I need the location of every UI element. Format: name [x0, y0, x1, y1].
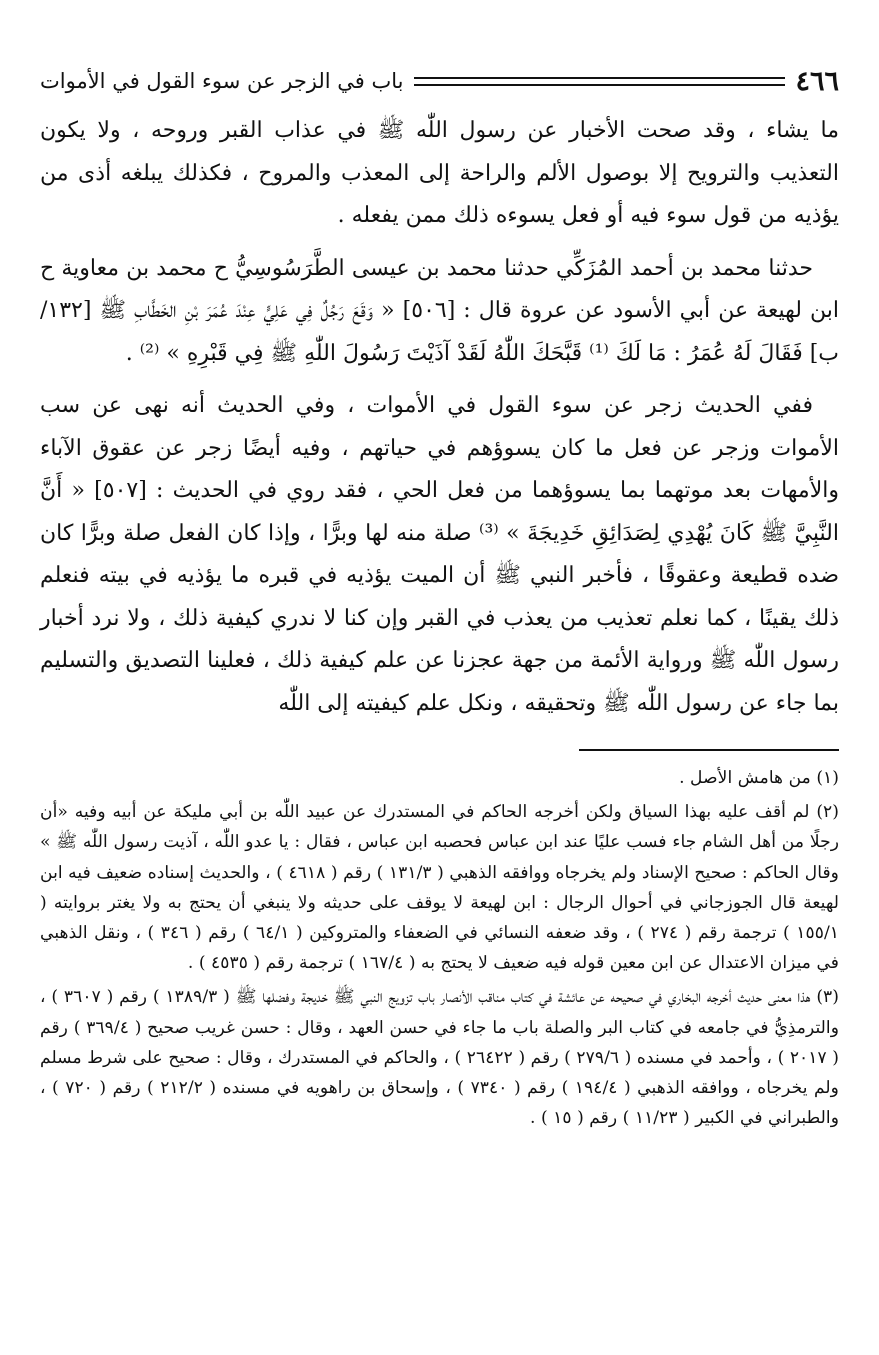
footnote: (٢) لم أقف عليه بهذا السياق ولكن أخرجه الحاكم في المستدرك عن عبيد اللّٰه بن أبي مليكة عن أبيه وفيه «أن رجلًا من أهل الشام جاء فسب عليًا عند ابن عباس فحصبه ابن عباس ، فقال : يا عدو اللّٰه ، آذيت رسول اللّٰه ﷺ » وقال الحاكم : صحيح الإسناد ولم يخرجاه ووافقه الذهبي ( ١٣١/٣ ) رقم ( ٤٦١٨ ) ، والحديث إسناده ضعيف فيه ابن لهيعة قال الجوزجاني في أحوال الرجال : ابن لهيعة لا يوقف على حديثه ولا ينبغي أن يحتج به ولا يغتر بروايته ( ١٥٥/١ ) ترجمة رقم ( ٢٧٤ ) ، وقد ضعفه النسائي في الضعفاء والمتروكين ( ٦٤/١ ) رقم ( ٣٤٦ ) ، ونقل الذهبي في ميزان الاعتدال عن ابن معين قوله فيه ضعيف لا يحتج به ( ١٦٧/٤ ) ترجمة رقم ( ٤٥٣٥ ) .	[40, 802, 839, 974]
footnote: (١) من هامش الأصل .	[679, 768, 839, 788]
footnotes	[40, 763, 839, 1133]
page-number: ٤٦٦	[795, 65, 839, 97]
footnote-separator	[579, 749, 839, 751]
page-header	[40, 62, 839, 100]
main-text	[40, 110, 839, 725]
paragraph: ما يشاء ، وقد صحت الأخبار عن رسول اللّٰه ﷺ في عذاب القبر وروحه ، ولا يكون التعذيب والترويح إلا بوصول الألم والراحة إلى المعذب والمروح ، فكذلك يبلغه أذى من يؤذيه من قول سوء فيه أو فعل يسوءه ذلك ممن يفعله .	[40, 118, 839, 228]
paragraph: ففي الحديث زجر عن سوء القول في الأموات ، وفي الحديث أنه نهى عن سب الأموات وزجر عن فعل ما كان يسوؤهم في حياتهم ، وفيه أيضًا زجر عن عقوق الآباء والأمهات بعد موتهما بما يسوؤهما من فعل الحي ، فقد روي في الحديث : [٥٠٧] « أَنَّ النَّبِيَّ ﷺ كَانَ يُهْدِي لِصَدَائِقِ خَدِيجَةَ » ⁽³⁾ صلة منه لها وبرًّا ، وإذا كان الفعل صلة وبرًّا كان ضده قطيعة وعقوقًا ، فأخبر النبي ﷺ أن الميت يؤذيه في قبره ما يؤذيه في بيته فنعلم ذلك يقينًا ، كما نعلم تعذيب من يعذب في القبر وإن كنا لا ندري كيفية ذلك ، ولا نرد أخبار رسول اللّٰه ﷺ ورواية الأئمة من جهة عجزنا عن علم كيفية ذلك ، فعلينا التصديق والتسليم بما جاء عن رسول اللّٰه ﷺ وتحقيقه ، ونكل علم كيفيته إلى اللّٰه	[40, 393, 839, 716]
paragraph: حدثنا محمد بن أحمد المُزَكِّي حدثنا محمد بن عيسى الطَّرَسُوسِيُّ ح محمد بن معاوية ح ابن لهيعة عن أبي الأسود عن عروة قال : [٥٠٦] « وَقَعَ رَجُلٌ فِي عَلِيٍّ عِنْدَ عُمَرَ بْنِ الخَطَّابِ ﷺ [١٣٢/ب] فَقَالَ لَهُ عُمَرُ : مَا لَكَ ⁽¹⁾ قَبَّحَكَ اللّٰهُ لَقَدْ آذَيْتَ رَسُولَ اللّٰهِ ﷺ فِي قَبْرِهِ » ⁽²⁾ .	[40, 255, 839, 366]
footnote: (٣) هذا معنى حديث أخرجه البخاري في صحيحه عن عائشة في كتاب مناقب الأنصار باب تزويج النبي ﷺ خديجة وفضلها ﷺ ( ١٣٨٩/٣ ) رقم ( ٣٦٠٧ ) ، والترمذِيُّ في جامعه في كتاب البر والصلة باب ما جاء في حسن العهد ، وقال : حسن غريب صحيح ( ٣٦٩/٤ ) رقم ( ٢٠١٧ ) ، وأحمد في مسنده ( ٢٧٩/٦ ) رقم ( ٢٦٤٢٢ ) ، والحاكم في المستدرك ، وقال : صحيح على شرط مسلم ولم يخرجاه ، ووافقه الذهبي ( ١٩٤/٤ ) رقم ( ٧٣٤٠ ) ، وإسحاق بن راهويه في مسنده ( ٢١٢/٢ ) رقم ( ٧٢٠ ) ، والطبراني في الكبير ( ١١/٢٣ ) رقم ( ١٥ ) .	[40, 987, 839, 1129]
header-double-rule	[414, 77, 786, 86]
running-title: باب في الزجر عن سوء القول في الأموات	[40, 69, 404, 93]
